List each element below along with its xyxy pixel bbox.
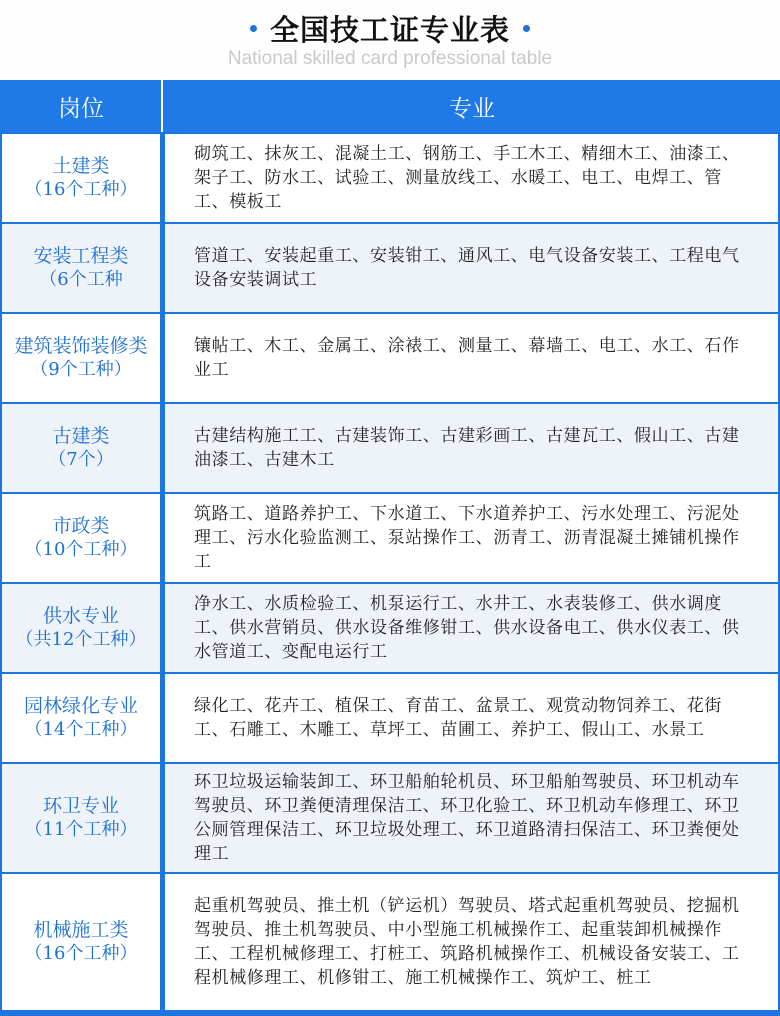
header-divider [161, 80, 163, 132]
category-count: （11个工种） [24, 819, 138, 840]
majors-list: 镶帖工、木工、金属工、涂裱工、测量工、幕墙工、电工、水工、石作业工 [194, 336, 740, 380]
category-count: （7个） [48, 449, 114, 470]
category-cell [2, 224, 160, 312]
table-row [2, 494, 778, 582]
title-row [0, 6, 780, 50]
table-row [2, 134, 778, 222]
page-header [0, 0, 780, 80]
category-cell [2, 764, 160, 872]
majors-list: 管道工、安装起重工、安装钳工、通风工、电气设备安装工、工程电气设备安装调试工 [194, 246, 740, 290]
category-cell [2, 584, 160, 672]
category-count: （共12个工种） [15, 629, 147, 650]
column-header-major: 专业 [449, 95, 495, 122]
column-header-position: 岗位 [58, 95, 104, 122]
skills-table [0, 80, 780, 1016]
table-row [2, 764, 778, 872]
majors-cell [165, 134, 778, 222]
category-count: （14个工种） [24, 719, 138, 740]
table-header [0, 80, 780, 132]
majors-cell [165, 874, 778, 1010]
category-name: 古建类 [52, 425, 110, 447]
table-row [2, 584, 778, 672]
category-name: 土建类 [52, 155, 110, 177]
majors-cell [165, 764, 778, 872]
table-row [2, 224, 778, 312]
majors-cell [165, 674, 778, 762]
category-cell [2, 314, 160, 402]
category-cell [2, 404, 160, 492]
category-cell [2, 494, 160, 582]
category-count: （16个工种） [24, 943, 138, 964]
category-cell [2, 674, 160, 762]
category-cell [2, 874, 160, 1010]
majors-cell [165, 494, 778, 582]
category-cell [2, 134, 160, 222]
majors-list: 砌筑工、抹灰工、混凝土工、钢筋工、手工木工、精细木工、油漆工、架子工、防水工、试验工、测量放线工、水暖工、电工、电焊工、管工、模板工 [194, 144, 740, 212]
category-name: 安装工程类 [33, 245, 129, 267]
category-count: （16个工种） [24, 179, 138, 200]
category-name: 建筑装饰装修类 [14, 335, 148, 357]
category-name: 环卫专业 [42, 795, 119, 817]
page-title: 全国技工证专业表 [269, 12, 510, 47]
majors-list: 古建结构施工工、古建装饰工、古建彩画工、古建瓦工、假山工、古建油漆工、古建木工 [194, 426, 740, 470]
table-row [2, 314, 778, 402]
majors-list: 净水工、水质检验工、机泵运行工、水井工、水表装修工、供水调度工、供水营销员、供水设备维修钳工、供水设备电工、供水仪表工、供水管道工、变配电运行工 [194, 594, 740, 662]
majors-list: 筑路工、道路养护工、下水道工、下水道养护工、污水处理工、污泥处理工、污水化验监测工、泵站操作工、沥青工、沥青混凝土摊铺机操作工 [194, 504, 740, 572]
bullet-dot-icon [523, 25, 530, 32]
majors-cell [165, 584, 778, 672]
majors-cell [165, 404, 778, 492]
majors-cell [165, 224, 778, 312]
table-row [2, 674, 778, 762]
table-row [2, 874, 778, 1010]
category-name: 机械施工类 [33, 919, 129, 941]
majors-list: 环卫垃圾运输装卸工、环卫船舶轮机员、环卫船舶驾驶员、环卫机动车驾驶员、环卫粪便清理保洁工、环卫化验工、环卫机动车修理工、环卫公厕管理保洁工、环卫垃圾处理工、环卫道路清扫保洁工、环卫粪便处理工 [194, 772, 740, 864]
category-name: 园林绿化专业 [23, 695, 138, 717]
category-name: 市政类 [52, 515, 110, 537]
page-subtitle: National skilled card professional table [227, 48, 553, 69]
bullet-dot-icon [250, 25, 257, 32]
majors-list: 起重机驾驶员、推土机（铲运机）驾驶员、塔式起重机驾驶员、挖掘机驾驶员、推土机驾驶员、中小型施工机械操作工、起重装卸机械操作工、工程机械修理工、打桩工、筑路机械操作工、机械设备安装工、工程机械修理工、机修钳工、施工机械操作工、筑炉工、桩工 [194, 896, 740, 988]
majors-cell [165, 314, 778, 402]
table-row [2, 404, 778, 492]
category-count: （10个工种） [24, 539, 138, 560]
category-count: （9个工种） [30, 359, 132, 380]
majors-list: 绿化工、花卉工、植保工、育苗工、盆景工、观赏动物饲养工、花街工、石雕工、木雕工、草坪工、苗圃工、养护工、假山工、水景工 [194, 696, 722, 740]
category-count: （6个工种 [39, 269, 123, 290]
category-name: 供水专业 [42, 605, 119, 627]
